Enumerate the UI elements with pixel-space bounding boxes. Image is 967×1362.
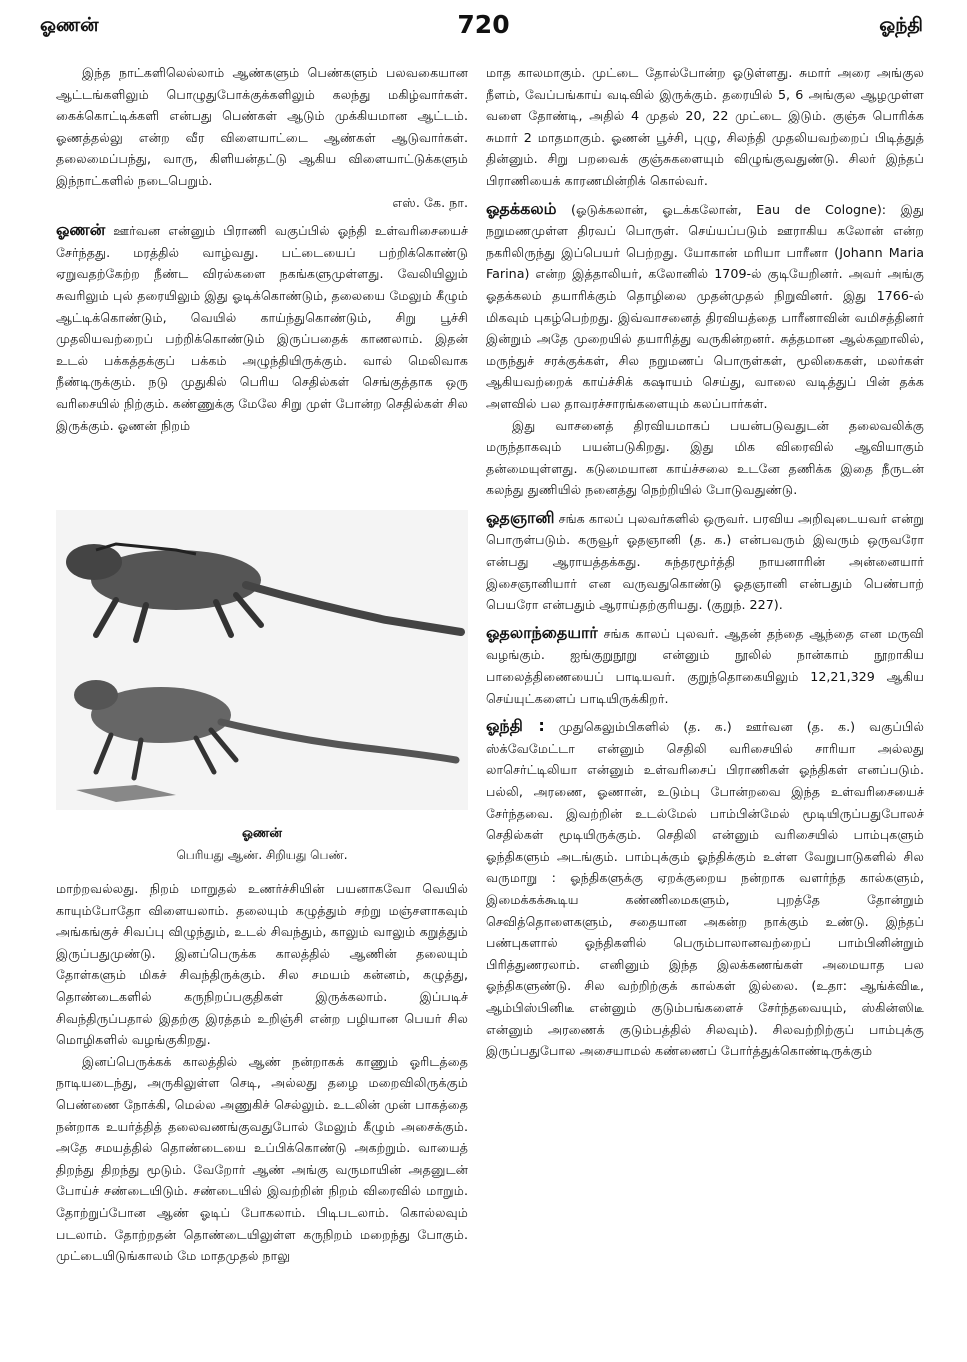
entry-heading-onan: ஓணன்	[56, 220, 106, 240]
page-number: 720	[457, 10, 510, 39]
paragraph-breeding: இனப்பெருக்கக் காலத்தில் ஆண் நன்றாகக் காணும் ஓரிடத்தை நாடியடைந்து, அருகிலுள்ள செடி, அல்லது தழை மறைவிலிருக்கும் பெண்ணை நோக்கி, மெல்ல அணுகிச் செல்லும். உடலின் முன் பாகத்தை நன்றாக உயர்த்தித் தலைவணங்குவதுபோல் மேலும் கீழும் அசைக்கும். அதே சமயத்தில் தொண்டையை உப்பிக்கொண்டு அகற்றும். வாயைத் திறந்து திறந்து மூடும். வேறோர் ஆண் அங்கு வருமாயின் அதனுடன் போய்ச் சண்டையிடும். சண்டையில் இவற்றின் நிறம் விரைவில் மாறும். தோற்றுப்போன ஆண் ஓடிப் போகலாம். பிடிபடலாம். கொல்லவும் படலாம். தோற்றதன் தொண்டையிலுள்ள கருநிறம் மறைந்து போகும். முட்டையிடுங்காலம் மே மாதமுதல் நாலு	[56, 1053, 468, 1264]
entry-othakkalam	[486, 198, 924, 415]
right-column	[486, 62, 924, 1062]
lizard-figure-icon	[56, 510, 468, 810]
running-head-left: ஓணன்	[40, 14, 99, 36]
entry-onan	[56, 219, 468, 436]
paragraph-colour-change: மாற்றவல்லது. நிறம் மாறுதல் உணர்ச்சியின் பயனாகவோ வெயில் காயும்போதோ விளையலாம். தலையும் கழுத்தும் சற்று மஞ்சளாகவும் அங்கங்குச் சிவப்பு விழுந்தும், உடல் சிவந்தும், காலும் வாலும் கறுத்தும் இருப்பதுமுண்டு. இனப்பெருக்க காலத்தில் ஆணின் தலையும் தோள்களும் மிகச் சிவந்திருக்கும். சில சமயம் கன்னம், கழுத்து, தொண்டைகளில் கருநிறப்பகுதிகள் இருக்கலாம். இப்படிச் சிவந்திருப்பதால் இதற்கு இரத்தம் உறிஞ்சி என்ற பழியான பெயர் சில மொழிகளில் வழங்குகிறது.	[56, 881, 468, 1048]
entry-heading-othalanthai: ஓதலாந்தையார்	[486, 622, 598, 642]
entry-body-onan: ஊர்வன என்னும் பிராணி வகுப்பில் ஓந்தி உள்வரிசையைச் சேர்ந்தது. மரத்தில் வாழ்வது. பட்டையைப் பற்றிக்கொண்டு ஏறுவதற்கேற்ற நீண்ட விரல்களை நகங்களுமுள்ளது. வேலியிலும் சுவரிலும் புல் தரையிலும் இது ஓடிக்கொண்டும், தலையை மேலும் கீழும் ஆட்டிக்கொண்டும், வெயில் காய்ந்துகொண்டும், சிறு பூச்சி முதலியவற்றைப் பற்றிக்கொண்டும் இருப்பதைக் காணலாம். இதன் உடல் பக்கத்தக்குப் பக்கம் அழுந்தியிருக்கும். வால் மெலிவாக நீண்டிருக்கும். நடு முதுகில் பெரிய செதில்கள் செங்குத்தாக ஒரு வரிசையில் நிற்கும். கண்ணுக்கு மேலே சிறு முள் போன்ற செதில்கள் சில இருக்கும். ஓணன் நிறம்	[56, 223, 468, 433]
entry-onthi	[486, 715, 924, 1062]
entry-body-othalanthai: சங்க காலப் புலவர். ஆதன் தந்தை ஆந்தை என மருவி வழங்கும். ஐங்குறுநூறு என்னும் நூலில் நான்காம் நூறாகிய பாலைத்திணையைப் பாடியவர். குறுந்தொகையிலும் 12,21,329 ஆகிய செய்யுட்களைப் பாடியிருக்கிறர்.	[486, 625, 924, 706]
entry-body-othakkalam: இது நறுமணமுள்ள திரவப் பொருள். செய்யப்படும் ஊராகிய கலோன் என்ற நகரிலிருந்து இப்பெயர் பெற்றது. யோகான் மரியா பாரீனா (Johann Maria Farina) என்ற இத்தாலியர், கலோனில் 1709-ல் குடியேறினர். அவர் அங்கு ஓதக்கலம் தயாரிக்கும் தொழிலை முதன்முதல் நிறுவினர். இது 1766-ல் மிகவும் புகழ்பெற்றது. இவ்வாசனைத் திரவியத்தை பாரீனாவின் வமிசத்தினர் இன்றும் அதே முறையில் தயாரித்து வருகின்றனர். சுத்தமான ஆல்கஹாலில், மருந்துச் சரக்குக்கள், சில நறுமணப் பொருள்கள், மூலிகைகள், மலர்கள் ஆகியவற்றைக் காய்ச்சிக் கஷாயம் செய்து, வாலை வடித்துப் பின் தக்க அளவில் பல தாவரச்சாரங்களையும் கலப்பார்கள்.	[486, 201, 924, 411]
entry-body-othagnani: சங்க காலப் புலவர்களில் ஒருவர். பரவிய அறிவுடையவர் என்று பொருள்படும். கருவூர் ஓதஞானி (த. க.) என்பவரும் இவரும் ஒருவரோ என்பது ஆராயத்தக்கது. சுந்தரமூர்த்தி நாயனாரின் அன்னையார் இசைஞானியார் என வருவதுகொண்டு ஓதஞானி என்பதும் பெண்பாற் பெயரோ என்பதும் ஆராய்தற்குரியது. (குறுந். 227).	[486, 510, 924, 613]
left-column-lower	[56, 878, 468, 1267]
author-signature: எஸ். கே. நா.	[392, 194, 468, 210]
entry-heading-onthi: ஓந்தி :	[486, 716, 545, 736]
entry-alt-othakkalam: (ஓடுக்கலான், ஓடக்கலோன், Eau de Cologne):	[571, 201, 887, 217]
left-column	[56, 62, 468, 436]
entry-othagnani	[486, 507, 924, 616]
entry-body-onthi: முதுகெலும்பிகளில் (த. க.) ஊர்வன (த. க.) வகுப்பில் ஸ்க்வேமேட்டா என்னும் செதிலி வரிசையில் சாரியா அல்லது லாசெர்ட்டிலியா என்னும் உள்வரிசைப் பிராணிகள் ஓந்திகள் எனப்படும். பல்லி, அரணை, ஓணான், உடும்பு போன்றவை இந்த உள்வரிசையைச் சேர்ந்தவை. இவற்றின் உடல்மேல் பாம்பின்மேல் மூடியிருப்பதுபோலச் செதில்கள் மூடியிருக்கும். செதிலி என்னும் வரிசையில் பாம்புகளும் ஓந்திகளும் அடங்கும். பாம்புக்கும் ஓந்திக்கும் உள்ள வேறுபாடுகளில் சில வருமாறு : ஓந்திகளுக்கு ஏறக்குறைய நன்றாக வளர்ந்த கால்களும், இமைக்கக்கூடிய கண்ணிமைகளும், புறத்தே தோன்றும் செவித்தொளைகளும், சதையான அகன்ற நாக்கும் உண்டு. இந்தப் பண்புகளால் ஓந்திகளில் பெரும்பாலானவற்றைப் பாம்பினின்றும் பிரித்துணரலாம். எனினும் இந்த இலக்கணங்கள் அமையாத பல ஓந்திகளுண்டு. சில வற்றிற்குக் கால்கள் இல்லை. (உதா: ஆங்க்விடீ, ஆம்பிஸ்பினிடீ என்னும் குடும்பங்களைச் சேர்ந்தவையும், ஸ்கின்ஸிடீ என்னும் அரணைக் குடும்பத்தில் சிலவும்). சிலவற்றிற்குப் பாம்புக்கு இருப்பதுபோல அசையாமல் கண்ணைப் போர்த்துக்கொண்டிருக்கும்	[486, 719, 924, 1059]
paragraph-continued: மாத காலமாகும். முட்டை தோல்போன்ற ஓடுள்ளது. சுமார் அரை அங்குல நீளம், வேப்பங்காய் வடிவில் இருக்கும். தரையில் 5, 6 அங்குல ஆழமுள்ள வளை தோண்டி, அதில் 4 முதல் 20, 22 முட்டை இடும். குஞ்சு பொரிக்க சுமார் 2 மாதமாகும். ஓணன் பூச்சி, புழு, சிலந்தி முதலியவற்றைப் பிடித்துத் தின்னும். சிறு பறவைக் குஞ்சுகளையும் விழுங்குவதுண்டு. சிலர் இந்தப் பிராணியைக் காரணமின்றிக் கொல்வர்.	[486, 65, 924, 188]
figure-caption-sub: பெரியது ஆண். சிறியது பெண்.	[176, 848, 348, 862]
entry-heading-othakkalam: ஓதக்கலம்	[486, 198, 557, 218]
entry-body2-othakkalam: இது வாசனைத் திரவியமாகப் பயன்படுவதுடன் தலைவலிக்கு மருந்தாகவும் பயன்படுகிறது. இது மிக விரைவில் ஆவியாகும் தன்மையுள்ளது. கடுமையான காய்ச்சலை உடனே தணிக்க இதை நீருடன் கலந்து துணியில் நனைத்து நெற்றியில் போடுவதுண்டு.	[486, 417, 924, 498]
entry-othalanthai	[486, 622, 924, 709]
lizard-illustration	[56, 510, 468, 810]
running-head-right: ஓந்தி	[879, 14, 923, 36]
entry-heading-othagnani: ஓதஞானி	[486, 507, 555, 527]
figure-caption-title: ஓணன்	[241, 826, 283, 841]
paragraph-festival: இந்த நாட்களிலெல்லாம் ஆண்களும் பெண்களும் பலவகையான ஆட்டங்களிலும் பொழுதுபோக்குக்களிலும் கலந்து மகிழ்வார்கள். கைக்கொட்டிக்களி என்பது பெண்கள் ஆடும் முக்கியமான ஆட்டம். ஓணத்தல்லு என்ற வீர விளையாட்டை ஆண்கள் ஆடுவார்கள். தலைமைப்பந்து, வாரு, கிளியன்தட்டு ஆகிய விளையாட்டுக்களும் இந்நாட்களில் நடைபெறும்.	[56, 65, 468, 188]
